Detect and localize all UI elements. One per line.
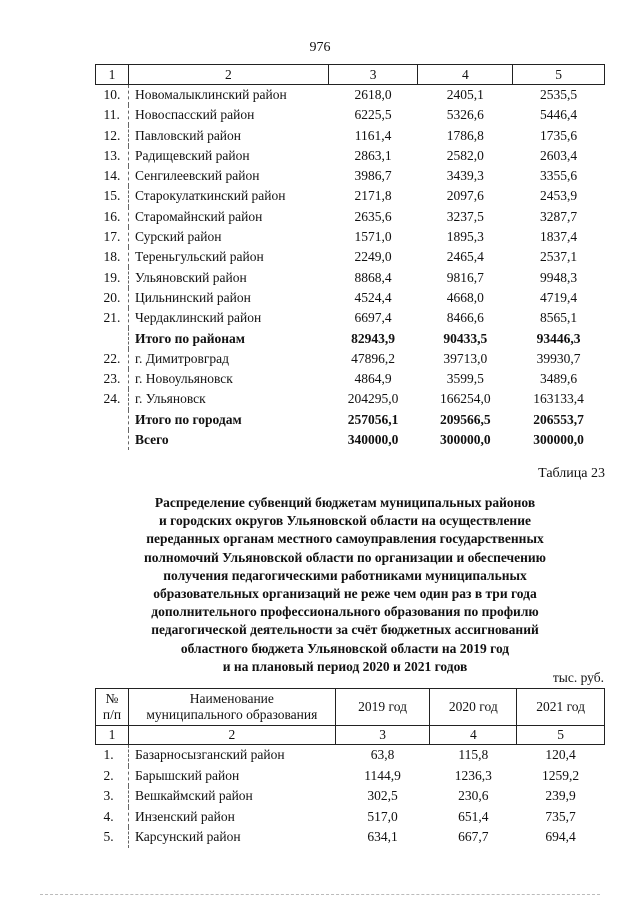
table-row	[96, 349, 605, 369]
title-line: областного бюджета Ульяновской области на 2019 год	[180, 640, 510, 656]
table-row	[96, 146, 605, 166]
row-number	[96, 430, 129, 450]
header-cell: 3	[328, 65, 418, 85]
header-2019: 2019 год	[335, 689, 430, 726]
value-2020: 5326,6	[446, 107, 484, 123]
row-name: Инзенский район	[128, 807, 335, 828]
value-2020: 651,4	[458, 808, 489, 824]
title-line: образовательных организаций не реже чем один раз в три года	[153, 586, 537, 602]
value-2021: 3287,7	[540, 208, 578, 224]
row-number: 19.	[103, 269, 121, 285]
table-row	[96, 827, 605, 848]
value-2021: 4719,4	[540, 289, 578, 305]
row-name: Вешкаймский район	[128, 786, 335, 807]
value-2020: 39713,0	[443, 350, 488, 366]
value-2021: 120,4	[545, 747, 576, 763]
table-row	[96, 807, 605, 828]
table-body	[96, 745, 605, 848]
row-number: 22.	[103, 350, 121, 366]
row-number: 23.	[103, 371, 121, 387]
title-line: переданных органам местного самоуправления государственных	[146, 531, 544, 547]
total-row	[96, 430, 605, 450]
value-2021: 5446,4	[540, 107, 578, 123]
table-body	[96, 85, 605, 450]
value-2021: 1837,4	[540, 229, 578, 245]
row-name: г. Ульяновск	[128, 389, 328, 409]
row-number: 5.	[103, 829, 114, 845]
value-2020: 4668,0	[446, 289, 484, 305]
header-cell: 4	[430, 726, 517, 745]
value-2021: 93446,3	[536, 330, 581, 346]
row-number	[96, 328, 129, 348]
table-title	[115, 494, 575, 676]
value-2019: 3986,7	[354, 168, 392, 184]
value-2021: 206553,7	[533, 411, 584, 427]
value-2019: 63,8	[370, 747, 395, 763]
row-number: 1.	[103, 747, 114, 763]
value-2021: 3355,6	[540, 168, 578, 184]
row-name: Павловский район	[128, 125, 328, 145]
title-line: полномочий Ульяновской области по организации и обеспечению	[144, 549, 546, 565]
value-2020: 90433,5	[443, 330, 488, 346]
header-num-line1: №	[105, 691, 119, 706]
value-2021: 735,7	[545, 808, 576, 824]
row-number: 11.	[103, 107, 120, 123]
value-2020: 2465,4	[446, 249, 484, 265]
value-2021: 694,4	[545, 829, 576, 845]
value-2021: 2603,4	[540, 147, 578, 163]
row-number: 24.	[103, 391, 121, 407]
title-line: педагогической деятельности за счёт бюджетных ассигнований	[151, 622, 539, 638]
row-name: г. Новоульяновск	[128, 369, 328, 389]
value-2021: 2453,9	[540, 188, 578, 204]
value-2019: 340000,0	[347, 431, 399, 447]
value-2021: 300000,0	[533, 431, 584, 447]
total-row	[96, 410, 605, 430]
value-2019: 6697,4	[354, 310, 392, 326]
value-2020: 667,7	[458, 829, 489, 845]
row-name: Всего	[128, 430, 328, 450]
value-2021: 163133,4	[533, 391, 584, 407]
value-2019: 82943,9	[351, 330, 396, 346]
value-2020: 3439,3	[446, 168, 484, 184]
value-2021: 2535,5	[540, 87, 578, 103]
row-number: 16.	[103, 208, 121, 224]
value-2019: 517,0	[367, 808, 398, 824]
row-number: 4.	[103, 808, 114, 824]
table-row	[96, 267, 605, 287]
table-header	[96, 689, 605, 726]
row-name: Итого по районам	[128, 328, 328, 348]
row-name: Радищевский район	[128, 146, 328, 166]
header-cell: 5	[513, 65, 605, 85]
value-2021: 39930,7	[536, 350, 581, 366]
value-2021: 2537,1	[540, 249, 578, 265]
row-number: 10.	[103, 87, 121, 103]
header-name-line2: муниципального образования	[146, 707, 318, 722]
value-2019: 6225,5	[354, 107, 392, 123]
value-2020: 8466,6	[446, 310, 484, 326]
header-cell: 1	[96, 726, 129, 745]
table-row	[96, 308, 605, 328]
title-line: дополнительного профессионального образования по профилю	[151, 604, 539, 620]
value-2021: 1259,2	[542, 767, 580, 783]
table-row	[96, 247, 605, 267]
value-2021: 1735,6	[540, 127, 578, 143]
table-row	[96, 766, 605, 787]
row-name: Итого по городам	[128, 410, 328, 430]
row-number: 18.	[103, 249, 121, 265]
value-2019: 257056,1	[347, 411, 399, 427]
header-name-line1: Наименование	[189, 691, 274, 706]
row-number: 12.	[103, 127, 121, 143]
row-number: 20.	[103, 289, 121, 305]
table-row	[96, 369, 605, 389]
value-2019: 2249,0	[354, 249, 392, 265]
table-header-numbers	[96, 65, 605, 85]
header-2021: 2021 год	[517, 689, 605, 726]
units-label: тыс. руб.	[552, 670, 604, 685]
row-name: Ульяновский район	[128, 267, 328, 287]
value-2020: 300000,0	[440, 431, 491, 447]
value-2019: 1144,9	[364, 767, 401, 783]
header-num	[96, 689, 129, 726]
row-name: Сенгилеевский район	[128, 166, 328, 186]
row-number: 17.	[103, 229, 121, 245]
table-label: Таблица 23	[538, 466, 605, 481]
table-row	[96, 288, 605, 308]
row-name: Карсунский район	[128, 827, 335, 848]
row-name: Барышский район	[128, 766, 335, 787]
header-2020: 2020 год	[430, 689, 517, 726]
row-number: 2.	[103, 767, 114, 783]
table-row	[96, 186, 605, 206]
value-2019: 4864,9	[354, 371, 392, 387]
row-number: 13.	[103, 147, 121, 163]
value-2020: 209566,5	[440, 411, 491, 427]
row-name: Новомалыклинский район	[128, 85, 328, 105]
value-2019: 204295,0	[347, 391, 399, 407]
value-2020: 1786,8	[446, 127, 484, 143]
value-2019: 47896,2	[351, 350, 396, 366]
row-name: Новоспасский район	[128, 105, 328, 125]
total-row	[96, 328, 605, 348]
page-number: 976	[309, 40, 331, 55]
table-row	[96, 227, 605, 247]
value-2019: 2171,8	[354, 188, 392, 204]
value-2021: 3489,6	[540, 371, 578, 387]
value-2021: 239,9	[545, 788, 576, 804]
header-cell: 5	[517, 726, 605, 745]
row-number: 21.	[103, 310, 121, 326]
table-row	[96, 105, 605, 125]
value-2020: 3237,5	[446, 208, 484, 224]
row-name: Базарносызганский район	[128, 745, 335, 766]
table-row	[96, 125, 605, 145]
table-row	[96, 85, 605, 105]
table-row	[96, 786, 605, 807]
value-2020: 166254,0	[440, 391, 491, 407]
value-2021: 9948,3	[540, 269, 578, 285]
value-2020: 2405,1	[446, 87, 484, 103]
value-2021: 8565,1	[540, 310, 578, 326]
value-2020: 115,8	[458, 747, 489, 763]
value-2020: 3599,5	[446, 371, 484, 387]
value-2019: 2635,6	[354, 208, 392, 224]
value-2019: 634,1	[367, 829, 398, 845]
table-row	[96, 745, 605, 766]
row-number: 15.	[103, 188, 121, 204]
header-cell: 2	[128, 65, 328, 85]
value-2020: 1236,3	[454, 767, 492, 783]
row-name: Цильнинский район	[128, 288, 328, 308]
header-cell: 3	[335, 726, 430, 745]
row-name: Тереньгульский район	[128, 247, 328, 267]
title-line: Распределение субвенций бюджетам муниципальных районов	[154, 495, 536, 510]
value-2020: 1895,3	[446, 229, 484, 245]
table-row	[96, 389, 605, 409]
title-line: и городских округов Ульяновской области на осуществление	[159, 513, 531, 529]
value-2020: 2582,0	[446, 147, 484, 163]
row-number: 14.	[103, 168, 121, 184]
header-name	[128, 689, 335, 726]
table-header-numbers	[96, 726, 605, 745]
value-2020: 2097,6	[446, 188, 484, 204]
value-2019: 302,5	[367, 788, 398, 804]
value-2019: 4524,4	[354, 289, 392, 305]
title-line: получения педагогическими работниками муниципальных	[163, 567, 527, 583]
allocation-table-continued	[95, 64, 605, 450]
table-row	[96, 166, 605, 186]
value-2019: 2618,0	[354, 87, 392, 103]
value-2019: 1571,0	[354, 229, 392, 245]
row-name: Старомайнский район	[128, 207, 328, 227]
value-2019: 2863,1	[354, 147, 392, 163]
value-2019: 1161,4	[354, 127, 392, 143]
header-cell: 1	[96, 65, 129, 85]
header-num-line2: п/п	[102, 707, 122, 722]
title-line: и на плановый период 2020 и 2021 годов	[222, 658, 468, 674]
value-2020: 9816,7	[446, 269, 484, 285]
header-cell: 4	[418, 65, 513, 85]
value-2019: 8868,4	[354, 269, 392, 285]
row-name: Сурский район	[128, 227, 328, 247]
row-number: 3.	[103, 788, 114, 804]
value-2020: 230,6	[458, 788, 489, 804]
row-number	[96, 410, 129, 430]
row-name: г. Димитровград	[128, 349, 328, 369]
table-row	[96, 207, 605, 227]
row-name: Старокулаткинский район	[128, 186, 328, 206]
subvention-table	[95, 688, 605, 848]
bleed-through-line	[40, 894, 600, 899]
row-name: Чердаклинский район	[128, 308, 328, 328]
header-cell: 2	[128, 726, 335, 745]
